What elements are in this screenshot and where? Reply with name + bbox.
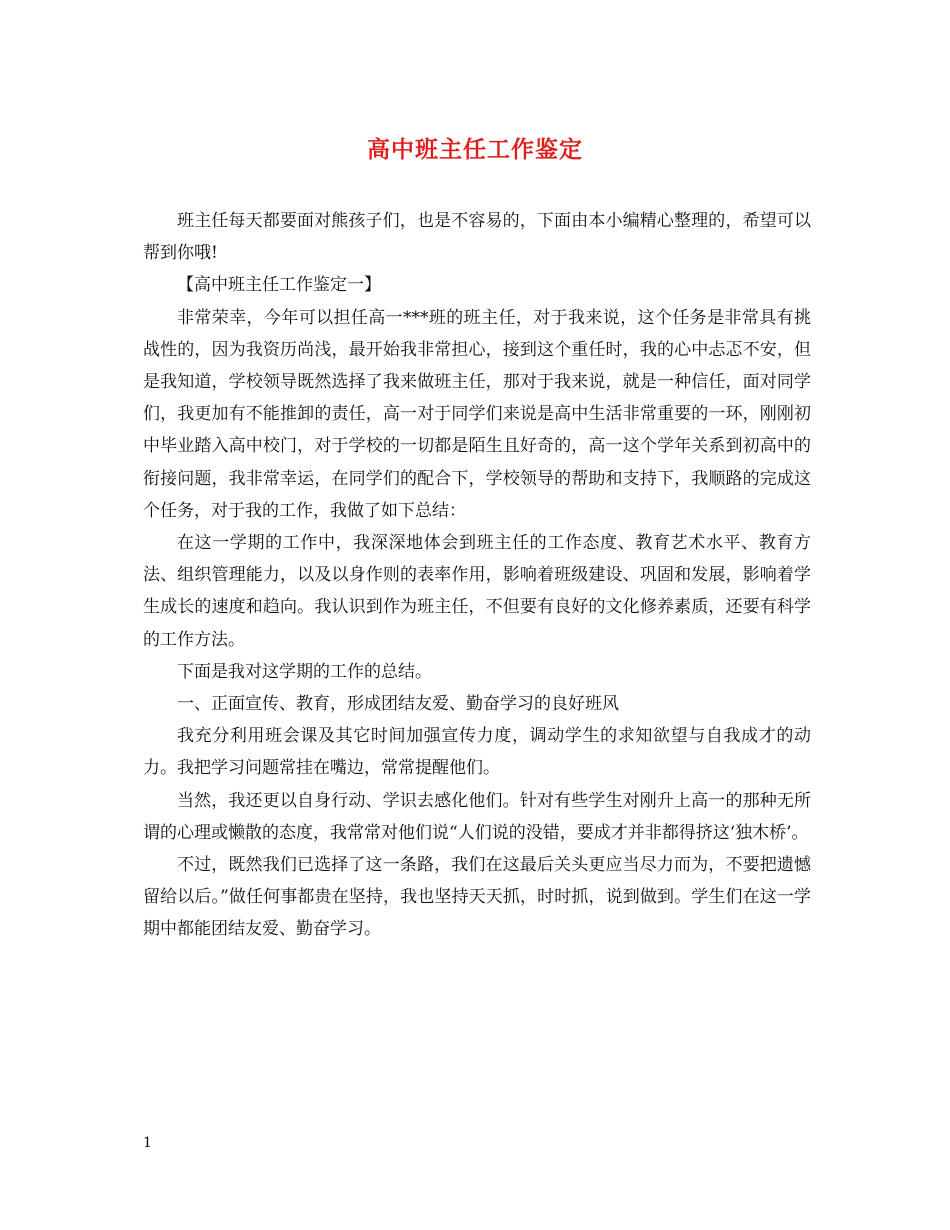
paragraph-2: 在这一学期的工作中，我深深地体会到班主任的工作态度、教育艺术水平、教育方法、组织管理能力，以及以身作则的表率作用，影响着班级建设、巩固和发展，影响着学生成长的速度和趋向。我认识到作为班主任，不但要有良好的文化修养素质，还要有科学的工作方法。 xyxy=(143,533,811,650)
paragraph-6: 不过，既然我们已选择了这一条路，我们在这最后关头更应当尽力而为，不要把遗憾留给以后。”做任何事都贵在坚持，我也坚持天天抓，时时抓，说到做到。学生们在这一学期中都能团结友爱、勤奋学习。 xyxy=(143,855,811,940)
paragraph-intro: 班主任每天都要面对熊孩子们，也是不容易的，下面由本小编精心整理的，希望可以帮到你哦! xyxy=(143,211,811,264)
page-number: 1 xyxy=(143,1135,152,1151)
section-heading-one: 【高中班主任工作鉴定一】 xyxy=(177,275,381,296)
paragraph-4: 我充分利用班会课及其它时间加强宣传力度，调动学生的求知欲望与自我成才的动力。我把学习问题常挂在嘴边，常常提醒他们。 xyxy=(143,726,811,779)
subheading-one: 一、正面宣传、教育，形成团结友爱、勤奋学习的良好班风 xyxy=(177,694,619,715)
paragraph-5: 当然，我还更以自身行动、学识去感化他们。针对有些学生对刚升上高一的那种无所谓的心理或懒散的态度，我常常对他们说“人们说的没错，要成才并非都得挤这‘独木桥’。 xyxy=(143,790,811,843)
paragraph-1: 非常荣幸，今年可以担任高一***班的班主任，对于我来说，这个任务是非常具有挑战性的，因为我资历尚浅，最开始我非常担心，接到这个重任时，我的心中忐忑不安，但是我知道，学校领导既然选择了我来做班主任，那对于我来说，就是一种信任，面对同学们，我更加有不能推卸的责任，高一对于同学们来说是高中生活非常重要的一环，刚刚初中毕业踏入高中校门，对于学校的一切都是陌生且好奇的，高一这个学年关系到初高中的衔接问题，我非常幸运，在同学们的配合下，学校领导的帮助和支持下，我顺路的完成这个任务，对于我的工作，我做了如下总结： xyxy=(143,307,811,521)
paragraph-3: 下面是我对这学期的工作的总结。 xyxy=(177,661,432,682)
document-body xyxy=(143,205,811,946)
document-title: 高中班主任工作鉴定 xyxy=(367,136,583,163)
